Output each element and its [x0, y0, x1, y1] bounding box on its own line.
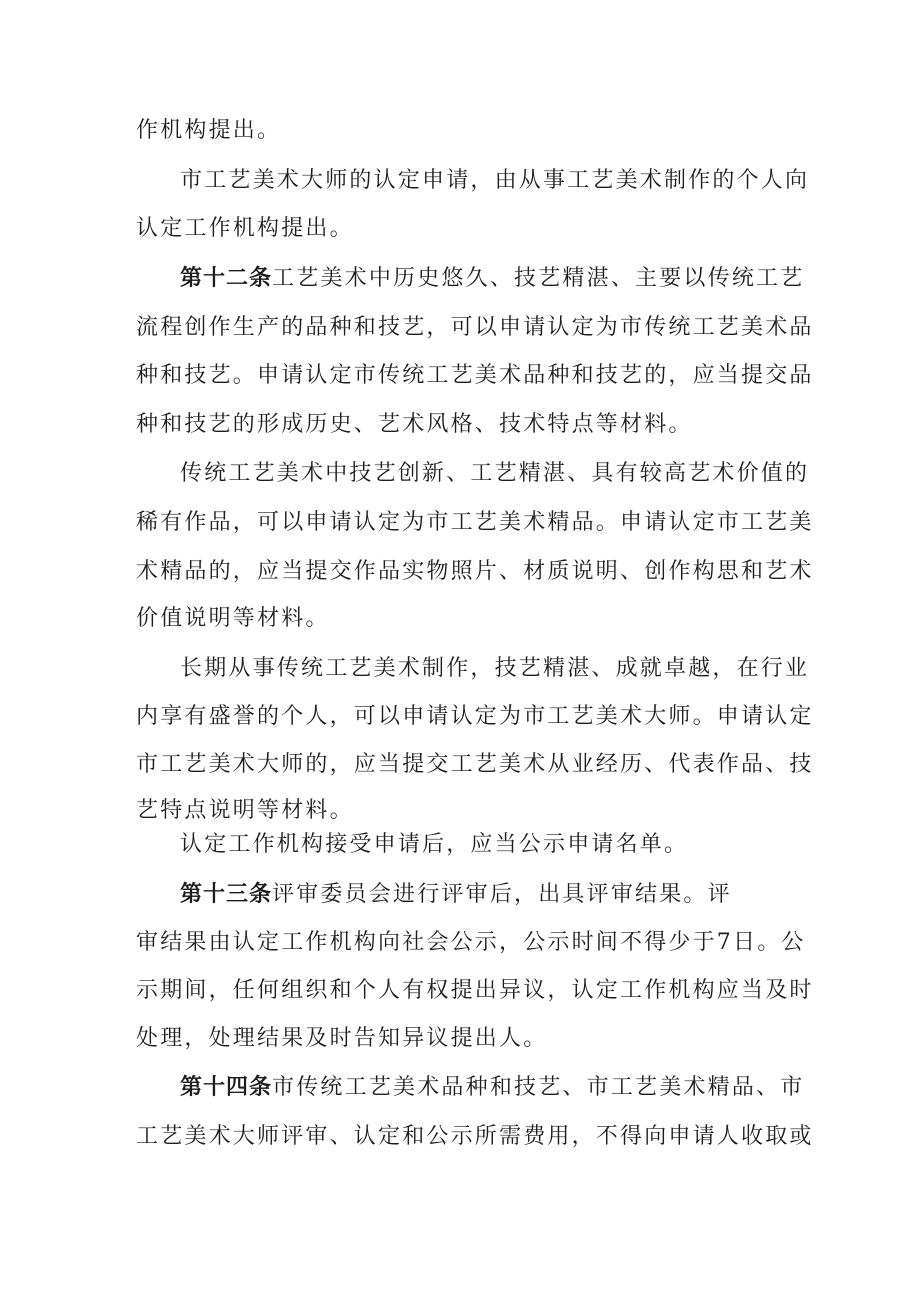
- text-span: 术精品的，应当提交作品实物照片、材质说明、创作构思和艺术: [136, 559, 814, 584]
- text-line: 价值说明等材料。: [136, 606, 330, 631]
- text-line: [136, 1122, 814, 1152]
- text-span: 工艺美术大师评审、认定和公示所需费用，不得向申请人收取或: [136, 1124, 814, 1149]
- text-span: 审结果由认定工作机构向社会公示，公示时间不得少于7日。公: [136, 930, 806, 955]
- text-line: 认定工作机构接受申请后，应当公示申请名单。: [180, 832, 689, 857]
- text-line: 种和技艺的形成历史、艺术风格、技术特点等材料。: [136, 412, 693, 437]
- text-line: [136, 361, 814, 391]
- text-span: 市工艺美术大师的认定申请，由从事工艺美术制作的个人向: [180, 168, 810, 193]
- text-line: [136, 508, 814, 538]
- text-line: [180, 459, 810, 489]
- article-heading: 第十四条: [180, 1075, 273, 1100]
- text-span: 工艺美术中历史悠久、技艺精湛、主要以传统工艺: [272, 266, 805, 291]
- text-line: [136, 702, 814, 732]
- text-line: 艺特点说明等材料。: [136, 798, 354, 823]
- text-line: [136, 313, 814, 343]
- text-line: [136, 976, 814, 1006]
- article-heading: 第十三条: [180, 882, 273, 907]
- text-line: 认定工作机构提出。: [136, 216, 354, 241]
- text-span: 种和技艺。申请认定市传统工艺美术品种和技艺的，应当提交品: [136, 363, 814, 388]
- text-line: 作机构提出。: [136, 118, 282, 143]
- text-span: 评审委员会进行评审后，出具评审结果。评: [272, 882, 732, 907]
- article-heading: 第十二条: [180, 266, 273, 291]
- article-12-line: [180, 264, 805, 294]
- text-span: 流程创作生产的品种和技艺，可以申请认定为市传统工艺美术品: [136, 315, 814, 340]
- text-span: 传统工艺美术中技艺创新、工艺精湛、具有较高艺术价值的: [180, 461, 810, 486]
- text-line: [180, 166, 810, 196]
- text-span: 长期从事传统工艺美术制作，技艺精湛、成就卓越，在行业: [180, 656, 810, 681]
- text-line: [180, 654, 810, 684]
- article-13-line: [180, 880, 740, 910]
- text-line: [136, 557, 814, 587]
- text-span: 稀有作品，可以申请认定为市工艺美术精品。申请认定市工艺美: [136, 510, 814, 535]
- text-line: [136, 750, 814, 780]
- article-14-line: [180, 1073, 805, 1103]
- text-span: 市工艺美术大师的，应当提交工艺美术从业经历、代表作品、技: [136, 752, 814, 777]
- text-span: 示期间，任何组织和个人有权提出异议，认定工作机构应当及时: [136, 978, 814, 1003]
- text-span: 内享有盛誉的个人，可以申请认定为市工艺美术大师。申请认定: [136, 704, 814, 729]
- text-line: [136, 928, 806, 958]
- text-line: 处理，处理结果及时告知异议提出人。: [136, 1026, 548, 1051]
- text-span: 市传统工艺美术品种和技艺、市工艺美术精品、市: [272, 1075, 805, 1100]
